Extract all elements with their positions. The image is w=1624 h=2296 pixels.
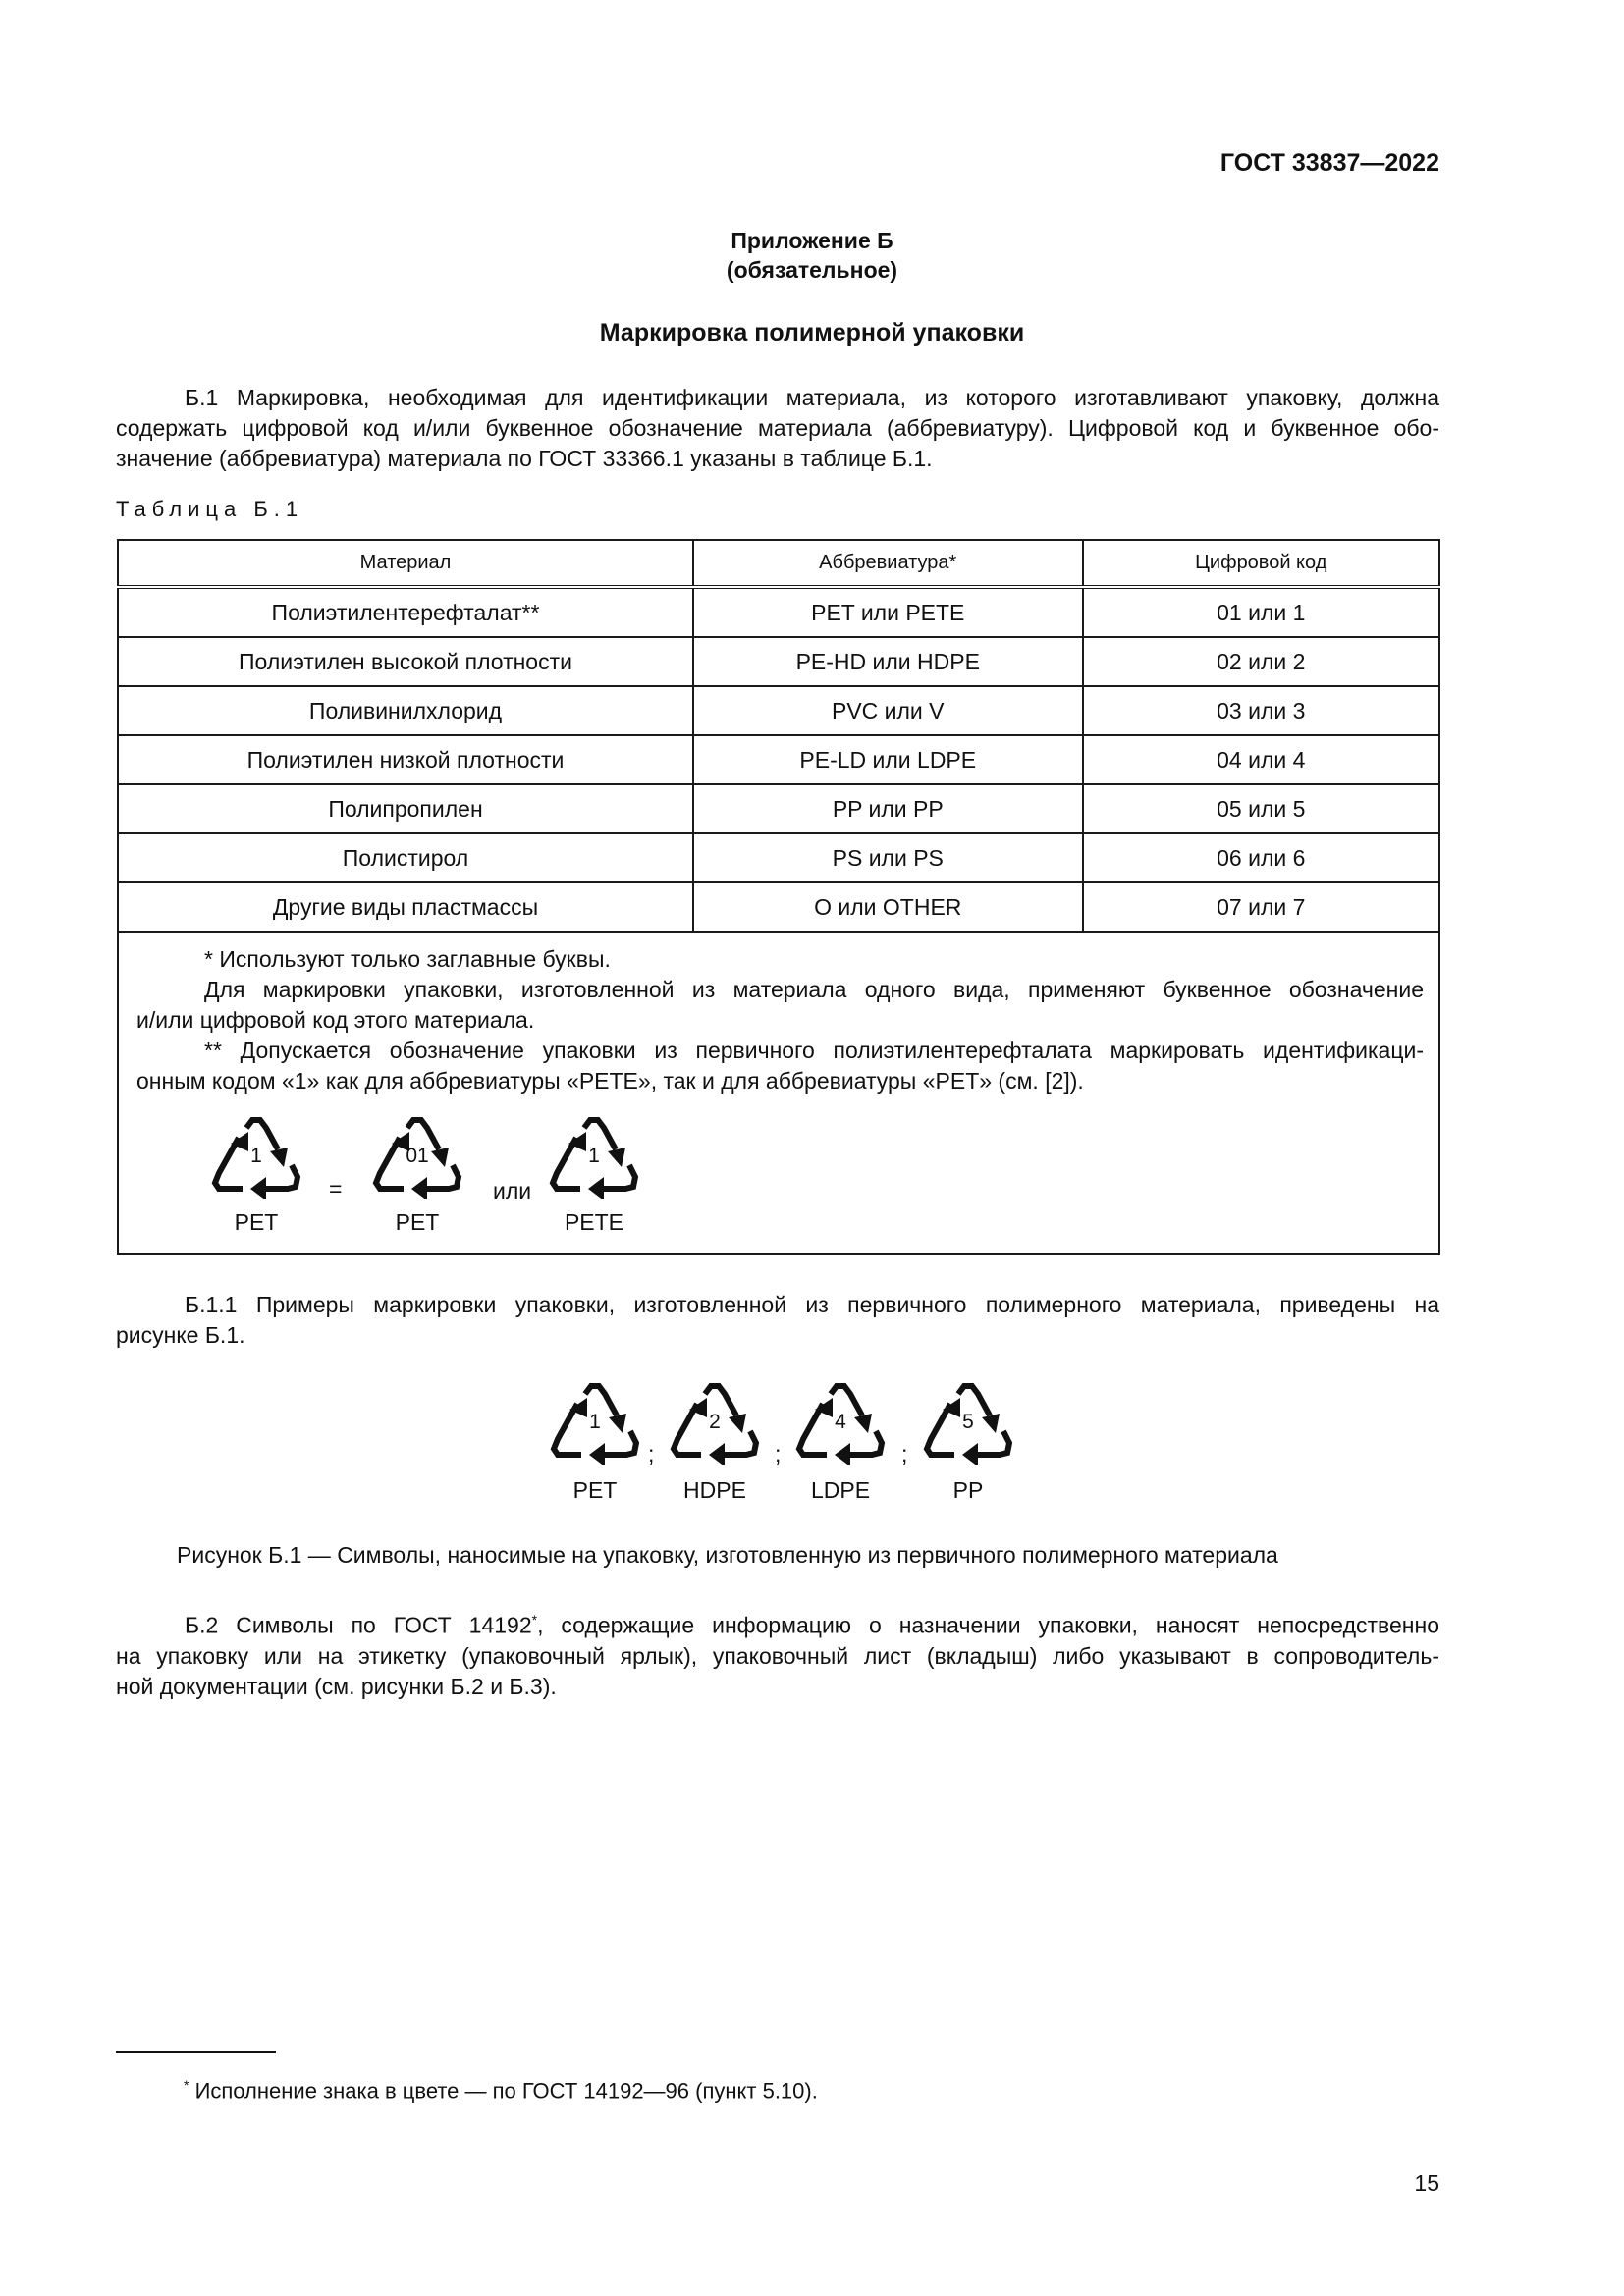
table-caption: Таблица Б.1 bbox=[116, 497, 304, 521]
note-line: ** Допускается обозначение упаковки из первичного полиэтилентерефталата маркировать идентификаци- bbox=[204, 1038, 1424, 1063]
table-row bbox=[118, 735, 1439, 784]
cell-material: Полистирол bbox=[118, 833, 693, 882]
table-row bbox=[118, 784, 1439, 833]
footnote-mark: * bbox=[531, 1612, 538, 1628]
paragraph-b1-1 bbox=[116, 1290, 1439, 1351]
header-material: Материал bbox=[118, 540, 693, 587]
table-row bbox=[118, 637, 1439, 686]
paragraph-line: рисунке Б.1. bbox=[116, 1322, 245, 1348]
paragraph-text: Б.2 Символы по ГОСТ 14192 bbox=[185, 1612, 532, 1638]
cell-code: 02 или 2 bbox=[1083, 637, 1439, 686]
table-row bbox=[118, 882, 1439, 932]
footnote bbox=[184, 2077, 818, 2104]
symbol-code: 1 bbox=[588, 1145, 600, 1167]
separator: ; bbox=[648, 1441, 655, 1467]
symbol-code: 2 bbox=[709, 1411, 721, 1433]
cell-abbreviation: PET или PETE bbox=[693, 587, 1083, 637]
document-code: ГОСТ 33837—2022 bbox=[1219, 149, 1439, 177]
cell-code: 03 или 3 bbox=[1083, 686, 1439, 735]
table-notes-row bbox=[118, 932, 1439, 1254]
cell-abbreviation: O или OTHER bbox=[693, 882, 1083, 932]
section-title: Маркировка полимерной упаковки bbox=[599, 319, 1025, 347]
symbol-label: PETE bbox=[564, 1209, 624, 1235]
paragraph-b2 bbox=[116, 1605, 1439, 1702]
paragraph-text: , содержащие информацию о назначении упаковки, наносят непосредственно bbox=[537, 1612, 1439, 1638]
symbol-label: LDPE bbox=[810, 1477, 871, 1503]
separator: ; bbox=[901, 1441, 908, 1467]
note-line: * Используют только заглавные буквы. bbox=[204, 946, 611, 972]
note-line: онным кодом «1» как для аббревиатуры «PETE», так и для аббревиатуры «PET» (см. [2]). bbox=[136, 1068, 1084, 1094]
equals-sign: = bbox=[329, 1176, 343, 1201]
symbol-label: HDPE bbox=[683, 1477, 746, 1503]
appendix-status: (обязательное) bbox=[726, 257, 898, 283]
paragraph-line: Б.1.1 Примеры маркировки упаковки, изготовленной из первичного полимерного материала, приведены на bbox=[185, 1292, 1439, 1317]
cell-abbreviation: PP или PP bbox=[693, 784, 1083, 833]
note-line: Для маркировки упаковки, изготовленной из материала одного вида, применяют буквенное обозначение bbox=[204, 977, 1424, 1002]
symbol-label: PP bbox=[952, 1477, 984, 1503]
footnote-text: Исполнение знака в цвете — по ГОСТ 14192—96 (пункт 5.10). bbox=[189, 2078, 818, 2104]
symbol-code: 1 bbox=[250, 1145, 262, 1167]
cell-abbreviation: PS или PS bbox=[693, 833, 1083, 882]
cell-code: 04 или 4 bbox=[1083, 735, 1439, 784]
figure-caption: Рисунок Б.1 — Символы, наносимые на упаковку, изготовленную из первичного полимерного материала bbox=[177, 1542, 1278, 1568]
page-number: 15 bbox=[1414, 2170, 1439, 2196]
paragraph-line: значение (аббревиатура) материала по ГОСТ 33366.1 указаны в таблице Б.1. bbox=[116, 446, 933, 471]
cell-material: Другие виды пластмассы bbox=[118, 882, 693, 932]
cell-abbreviation: PE-HD или HDPE bbox=[693, 637, 1083, 686]
header-abbreviation: Аббревиатура* bbox=[693, 540, 1083, 587]
cell-material: Полиэтилен низкой плотности bbox=[118, 735, 693, 784]
table-row bbox=[118, 587, 1439, 637]
symbol-label: PET bbox=[395, 1209, 440, 1235]
symbol-code: 5 bbox=[962, 1411, 974, 1433]
appendix-title: Приложение Б bbox=[731, 228, 893, 253]
cell-code: 01 или 1 bbox=[1083, 587, 1439, 637]
symbol-code: 4 bbox=[835, 1411, 846, 1433]
symbol-code: 01 bbox=[406, 1145, 429, 1167]
footnote-divider bbox=[116, 2051, 276, 2053]
cell-abbreviation: PVC или V bbox=[693, 686, 1083, 735]
table-header-row bbox=[118, 540, 1439, 587]
footnote-mark: * bbox=[184, 2077, 189, 2093]
table-notes bbox=[118, 932, 1439, 1254]
separator: ; bbox=[775, 1441, 782, 1467]
note-line: и/или цифровой код этого материала. bbox=[136, 1007, 535, 1033]
cell-abbreviation: PE-LD или LDPE bbox=[693, 735, 1083, 784]
symbol-label: PET bbox=[234, 1209, 279, 1235]
materials-table bbox=[117, 539, 1440, 1255]
cell-material: Поливинилхлорид bbox=[118, 686, 693, 735]
cell-material: Полиэтилентерефталат** bbox=[118, 587, 693, 637]
paragraph-line: Б.1 Маркировка, необходимая для идентификации материала, из которого изготавливают упаковку, должна bbox=[185, 385, 1439, 410]
paragraph-line: ной документации (см. рисунки Б.2 и Б.3). bbox=[116, 1673, 557, 1699]
cell-code: 07 или 7 bbox=[1083, 882, 1439, 932]
paragraph-line bbox=[116, 1605, 1439, 1641]
symbol-code: 1 bbox=[589, 1411, 601, 1433]
paragraph-b1 bbox=[116, 383, 1439, 474]
table-row bbox=[118, 686, 1439, 735]
paragraph-line: содержать цифровой код и/или буквенное обозначение материала (аббревиатуру). Цифровой код и буквенное обо- bbox=[116, 415, 1439, 441]
cell-material: Полипропилен bbox=[118, 784, 693, 833]
paragraph-line: на упаковку или на этикетку (упаковочный ярлык), упаковочный лист (вкладыш) либо указывают в сопроводитель- bbox=[116, 1642, 1439, 1669]
header-numeric-code: Цифровой код bbox=[1083, 540, 1439, 587]
table-row bbox=[118, 833, 1439, 882]
cell-code: 06 или 6 bbox=[1083, 833, 1439, 882]
cell-code: 05 или 5 bbox=[1083, 784, 1439, 833]
symbol-label: PET bbox=[572, 1477, 618, 1503]
cell-material: Полиэтилен высокой плотности bbox=[118, 637, 693, 686]
or-word: или bbox=[493, 1178, 532, 1203]
